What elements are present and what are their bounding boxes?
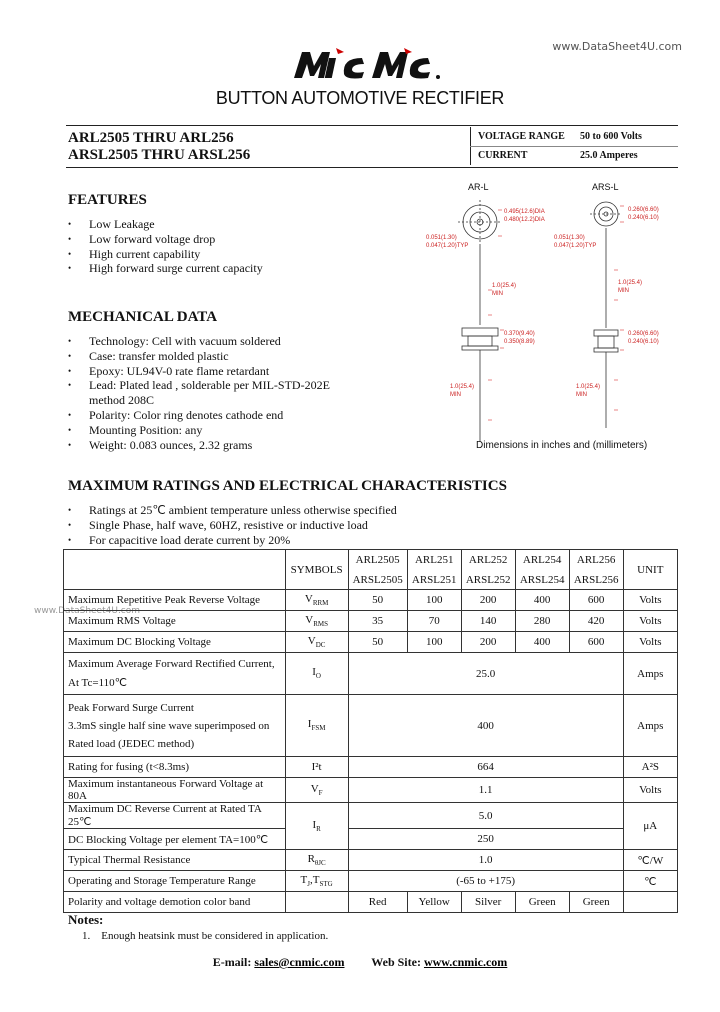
- current-label: CURRENT: [478, 150, 528, 161]
- table-row: Rating for fusing (t<8.3ms) I²t 664 A²S: [64, 757, 678, 778]
- mechanical-item: • Epoxy: UL94V-0 rate flame retardant: [68, 364, 330, 379]
- page-title: BUTTON AUTOMOTIVE RECTIFIER: [215, 88, 505, 108]
- ratings-item: • For capacitive load derate current by 20%: [68, 533, 397, 548]
- table-row: DC Blocking Voltage per element TA=100℃ 250: [64, 829, 678, 850]
- feature-item: • High forward surge current capacity: [68, 261, 263, 276]
- diagram-caption: Dimensions in inches and (millimeters): [476, 440, 648, 451]
- ars-l-body-max: 0.260(6.60): [628, 331, 659, 337]
- notes-heading: Notes:: [68, 912, 104, 927]
- part-header: ARL2505 ARSL2505: [348, 550, 407, 590]
- mechanical-item: • Mounting Position: any: [68, 423, 330, 438]
- part-header: ARL254 ARSL254: [515, 550, 569, 590]
- mechanical-item: • Case: transfer molded plastic: [68, 349, 330, 364]
- ar-l-lead-min-label: MIN: [492, 291, 503, 297]
- header-rule-top: [66, 125, 678, 126]
- part-numbers: [68, 130, 250, 164]
- table-row: Operating and Storage Temperature Range $T_J,T_{STG}$ (-65 to +175) ℃: [64, 871, 678, 892]
- ar-l-dia-min: 0.480(12.2)DIA: [504, 217, 545, 223]
- part-header: ARL256 ARSL256: [569, 550, 623, 590]
- mechanical-list: [68, 334, 330, 452]
- mechanical-item: • Polarity: Color ring denotes cathode end: [68, 408, 330, 423]
- table-row: Typical Thermal Resistance $R_{\theta JC}$ 1.0 ℃/W: [64, 850, 678, 871]
- company-logo: [292, 44, 442, 82]
- ar-l-lead-length: 1.0(25.4): [492, 283, 517, 289]
- feature-item: • Low Leakage: [68, 217, 263, 232]
- note-item: 1. Enough heatsink must be considered in application.: [82, 930, 329, 942]
- ar-l-lead-min: 0.047(1.20)TYP: [426, 243, 469, 249]
- table-row: Maximum Repetitive Peak Reverse Voltage $V_{RRM}$ 50 100 200 400 600 Volts: [64, 590, 678, 611]
- footer: E-mail: sales@cnmic.com Web Site: www.cnmic.com: [212, 955, 508, 969]
- ars-l-label: ARS-L: [592, 182, 619, 192]
- mechanical-item: • Technology: Cell with vacuum soldered: [68, 334, 330, 349]
- ars-l-lead-length: 1.0(25.4): [618, 280, 643, 286]
- part-header: ARL251 ARSL251: [407, 550, 461, 590]
- features-list: [68, 217, 263, 276]
- mechanical-item: • Lead: Plated lead , solderable per MIL-STD-202E: [68, 378, 330, 393]
- ratings-heading: MAXIMUM RATINGS AND ELECTRICAL CHARACTERISTICS: [68, 478, 507, 494]
- mechanical-item: method 208C: [89, 393, 154, 408]
- table-row: Maximum DC Reverse Current at Rated TA 25℃ $I_R$ 5.0 μA: [64, 803, 678, 829]
- header-rule-bottom: [66, 167, 678, 168]
- unit-header: UNIT: [623, 550, 677, 590]
- ars-l-body-min: 0.240(6.10): [628, 339, 659, 345]
- ar-l-lead-max: 0.051(1.30): [426, 235, 457, 241]
- symbols-header: SYMBOLS: [285, 550, 348, 590]
- header-blank: [64, 550, 286, 590]
- part-header: ARL252 ARSL252: [461, 550, 515, 590]
- ars-l-lead-min: 0.047(1.20)TYP: [554, 243, 597, 249]
- table-row: Maximum RMS Voltage $V_{RMS}$ 35 70 140 280 420 Volts: [64, 611, 678, 632]
- table-row: Maximum instantaneous Forward Voltage at 80A $V_F$ 1.1 Volts: [64, 778, 678, 803]
- website-link[interactable]: www.cnmic.com: [423, 955, 508, 969]
- ar-l-dia-max: 0.495(12.6)DIA: [504, 209, 545, 215]
- ar-l-bottom-lead: 1.0(25.4): [450, 384, 475, 390]
- email-link[interactable]: sales@cnmic.com: [254, 955, 345, 969]
- ratings-table: [63, 549, 678, 913]
- table-row: Polarity and voltage demotion color band Red Yellow Silver Green Green: [64, 892, 678, 913]
- ars-l-lead-min-label: MIN: [618, 288, 629, 294]
- part-range-arsl: ARSL2505 THRU ARSL256: [68, 147, 251, 163]
- mechanical-heading: MECHANICAL DATA: [68, 309, 218, 325]
- feature-item: • High current capability: [68, 247, 263, 262]
- ars-l-bottom-lead-min: MIN: [576, 392, 587, 398]
- ar-l-bottom-lead-min: MIN: [450, 392, 461, 398]
- voltage-range-value: 50 to 600 Volts: [580, 131, 642, 142]
- ratings-item: • Single Phase, half wave, 60HZ, resistive or inductive load: [68, 518, 397, 533]
- table-header-row: [64, 550, 678, 590]
- table-row: Maximum Average Forward Rectified Current, At Tc=110℃ $I_O$ 25.0 Amps: [64, 653, 678, 695]
- ars-l-bottom-lead: 1.0(25.4): [576, 384, 601, 390]
- part-range-arl: ARL2505 THRU ARL256: [68, 130, 234, 146]
- ratings-list: [68, 503, 397, 547]
- ars-l-dia-min: 0.240(6.10): [628, 215, 659, 221]
- package-diagram: [426, 180, 678, 460]
- current-value: 25.0 Amperes: [580, 150, 638, 161]
- voltage-range-label: VOLTAGE RANGE: [478, 131, 565, 142]
- feature-item: • Low forward voltage drop: [68, 232, 263, 247]
- ars-l-lead-max: 0.051(1.30): [554, 235, 585, 241]
- ar-l-body-min: 0.350(8.89): [504, 339, 535, 345]
- watermark-text: www.DataSheet4U.com: [552, 40, 682, 53]
- ratings-item: • Ratings at 25℃ ambient temperature unless otherwise specified: [68, 503, 397, 518]
- ar-l-label: AR-L: [468, 182, 489, 192]
- table-row: Peak Forward Surge Current 3.3mS single half sine wave superimposed on Rated load (JEDEC method) $I_{FSM}$ 400 Amps: [64, 695, 678, 757]
- features-heading: FEATURES: [68, 192, 147, 208]
- ars-l-dia-max: 0.260(6.60): [628, 207, 659, 213]
- side-watermark: www.DataSheet4U.com: [34, 606, 141, 616]
- mechanical-item: • Weight: 0.083 ounces, 2.32 grams: [68, 438, 330, 453]
- spec-rule: [470, 146, 678, 147]
- ar-l-body-max: 0.370(9.40): [504, 331, 535, 337]
- table-row: Maximum DC Blocking Voltage $V_{DC}$ 50 100 200 400 600 Volts: [64, 632, 678, 653]
